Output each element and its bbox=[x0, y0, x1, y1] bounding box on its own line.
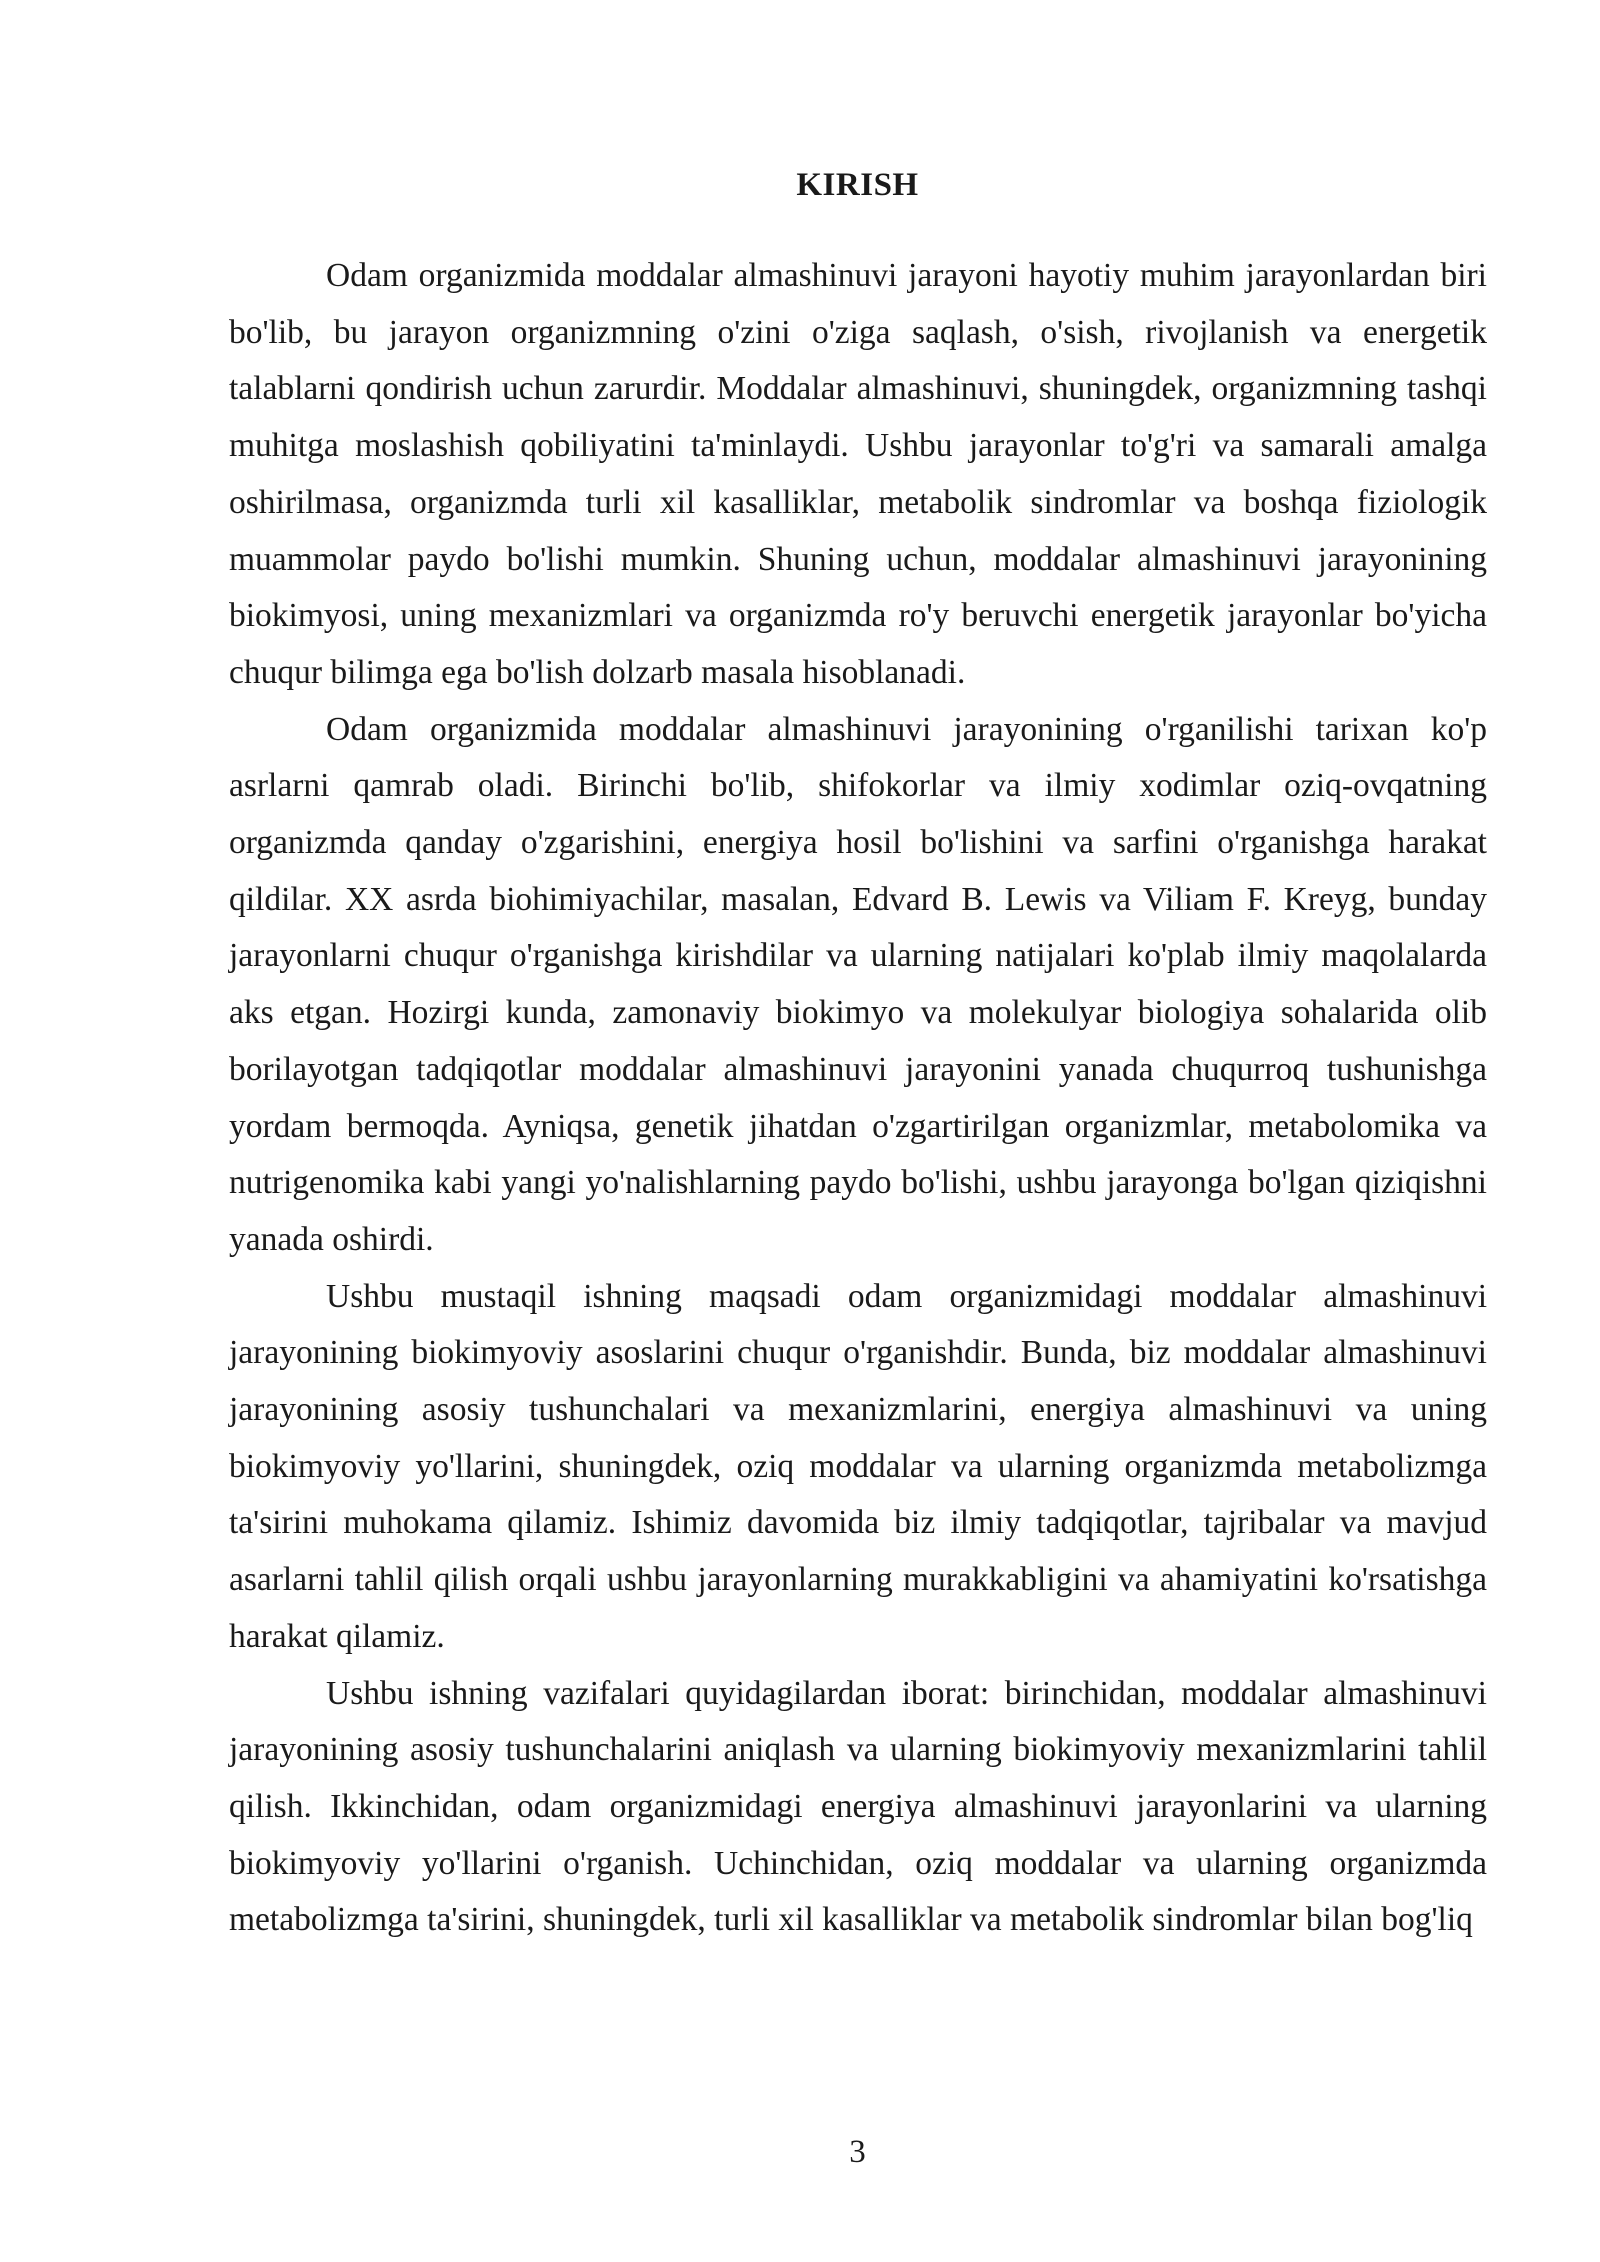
paragraph-4: Ushbu ishning vazifalari quyidagilardan iborat: birinchidan, moddalar almashinuvi jarayonining asosiy tushunchalarini aniqlash va ularning biokimyoviy mexanizmlarini tahlil qilish. Ikkinchidan, odam organizmidagi energiya almashinuvi jarayonlarini va ularning biokimyoviy yo'llarini o'rganish. Uchinchidan, oziq moddalar va ularning organizmda metabolizmga ta'sirini, shuningdek, turli xil kasalliklar va metabolik sindromlar bilan bog'liq bbox=[229, 1674, 1487, 1939]
paragraph-3: Ushbu mustaqil ishning maqsadi odam organizmidagi moddalar almashinuvi jarayonining biokimyoviy asoslarini chuqur o'rganishdir. Bunda, biz moddalar almashinuvi jarayonining asosiy tushunchalari va mexanizmlarini, energiya almashinuvi va uning biokimyoviy yo'llarini, shuningdek, oziq moddalar va ularning organizmda metabolizmga ta'sirini muhokama qilamiz. Ishimiz davomida biz ilmiy tadqiqotlar, tajribalar va mavjud asarlarni tahlil qilish orqali ushbu jarayonlarning murakkabligini va ahamiyatini ko'rsatishga harakat qilamiz. bbox=[229, 1277, 1487, 1655]
page-title: KIRISH bbox=[796, 167, 919, 203]
body-text bbox=[229, 248, 1487, 1949]
paragraph-1: Odam organizmida moddalar almashinuvi jarayoni hayotiy muhim jarayonlardan biri bo'lib, bu jarayon organizmning o'zini o'ziga saqlash, o'sish, rivojlanish va energetik talablarni qondirish uchun zarurdir. Moddalar almashinuvi, shuningdek, organizmning tashqi muhitga moslashish qobiliyatini ta'minlaydi. Ushbu jarayonlar to'g'ri va samarali amalga oshirilmasa, organizmda turli xil kasalliklar, metabolik sindromlar va boshqa fiziologik muammolar paydo bo'lishi mumkin. Shuning uchun, moddalar almashinuvi jarayonining biokimyosi, uning mexanizmlari va organizmda ro'y beruvchi energetik jarayonlar bo'yicha chuqur bilimga ega bo'lish dolzarb masala hisoblanadi. bbox=[229, 257, 1487, 691]
paragraph-2: Odam organizmida moddalar almashinuvi jarayonining o'rganilishi tarixan ko'p asrlarni qamrab oladi. Birinchi bo'lib, shifokorlar va ilmiy xodimlar oziq-ovqatning organizmda qanday o'zgarishini, energiya hosil bo'lishini va sarfini o'rganishga harakat qildilar. XX asrda biohimiyachilar, masalan, Edvard B. Lewis va Viliam F. Kreyg, bunday jarayonlarni chuqur o'rganishga kirishdilar va ularning natijalari ko'plab ilmiy maqolalarda aks etgan. Hozirgi kunda, zamonaviy biokimyo va molekulyar biologiya sohalarida olib borilayotgan tadqiqotlar moddalar almashinuvi jarayonini yanada chuqurroq tushunishga yordam bermoqda. Ayniqsa, genetik jihatdan o'zgartirilgan organizmlar, metabolomika va nutrigenomika kabi yangi yo'nalishlarning paydo bo'lishi, ushbu jarayonga bo'lgan qiziqishni yanada oshirdi. bbox=[229, 710, 1487, 1258]
page-number: 3 bbox=[849, 2134, 866, 2170]
